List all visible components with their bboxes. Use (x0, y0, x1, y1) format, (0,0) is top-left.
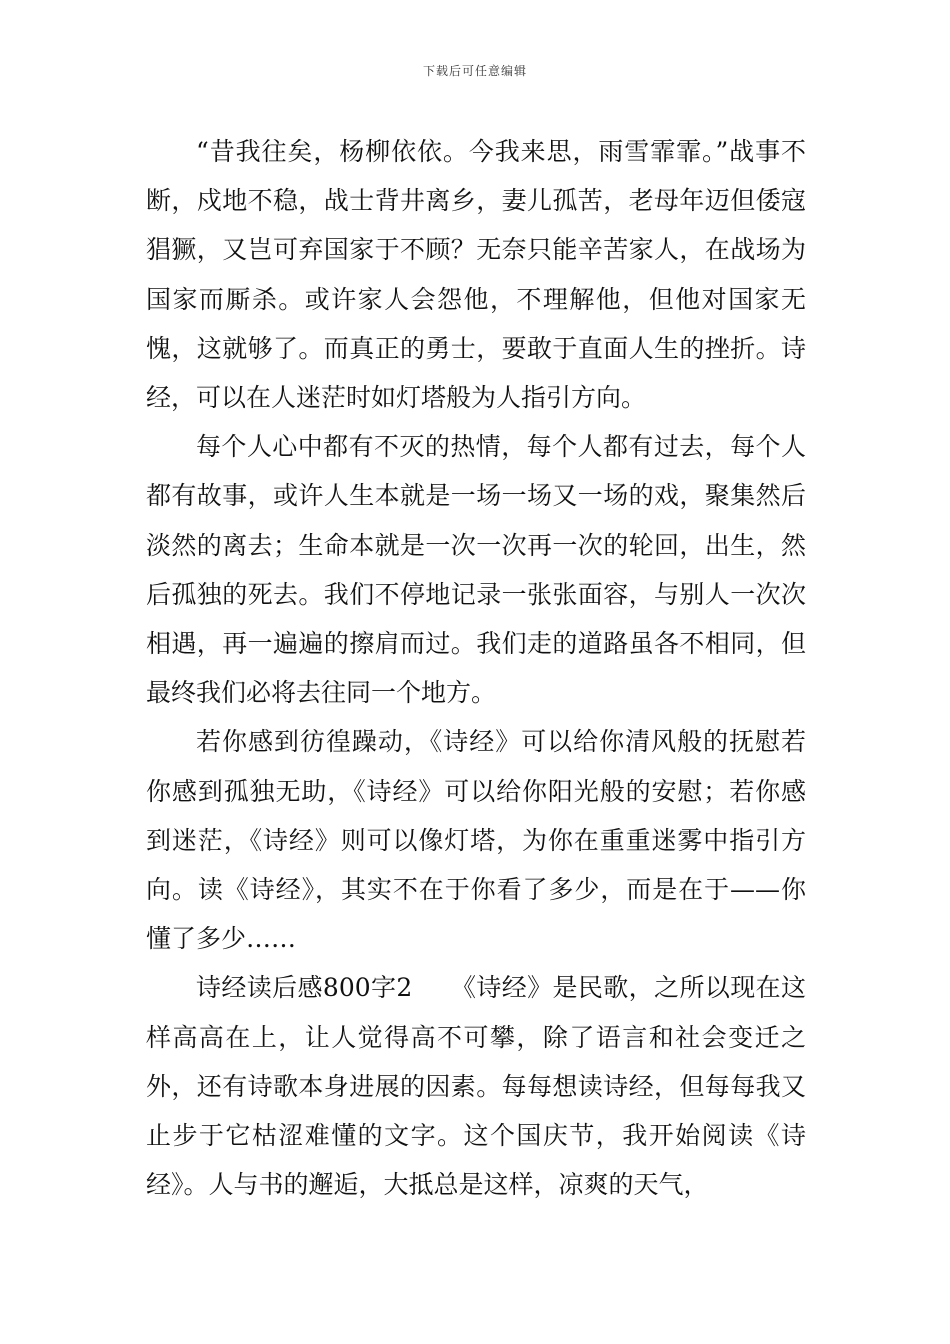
paragraph-1: “昔我往矣，杨柳依依。今我来思，雨雪霏霏。”战事不断，戍地不稳，战士背井离乡，妻儿孤苦，老母年迈但倭寇猖獗，又岂可弃国家于不顾？无奈只能辛苦家人，在战场为国家而厮杀。或许家人会怨他，不理解他，但他对国家无愧，这就够了。而真正的勇士，要敢于直面人生的挫折。诗经，可以在人迷茫时如灯塔般为人指引方向。 (146, 137, 806, 413)
paragraph-2: 每个人心中都有不灭的热情，每个人都有过去，每个人都有故事，或许人生本就是一场一场又一场的戏，聚集然后淡然的离去；生命本就是一次一次再一次的轮回，出生，然后孤独的死去。我们不停地记录一张张面容，与别人一次次相遇，再一遍遍的擦肩而过。我们走的道路虽各不相同，但最终我们必将去往同一个地方。 (146, 432, 806, 708)
paragraph-3: 若你感到彷徨躁动，《诗经》可以给你清风般的抚慰若你感到孤独无助，《诗经》可以给你阳光般的安慰；若你感到迷茫，《诗经》则可以像灯塔，为你在重重迷雾中指引方向。读《诗经》，其实不在于你看了多少，而是在于——你懂了多少…… (146, 727, 806, 954)
paragraph-4: 诗经读后感800字2 《诗经》是民歌，之所以现在这样高高在上，让人觉得高不可攀，除了语言和社会变迁之外，还有诗歌本身进展的因素。每每想读诗经，但每每我又止步于它枯涩难懂的文字。这个国庆节，我开始阅读《诗经》。人与书的邂逅，大抵总是这样，凉爽的天气， (146, 973, 806, 1200)
document-body (146, 127, 806, 1209)
header-note: 下载后可任意编辑 (422, 64, 527, 78)
